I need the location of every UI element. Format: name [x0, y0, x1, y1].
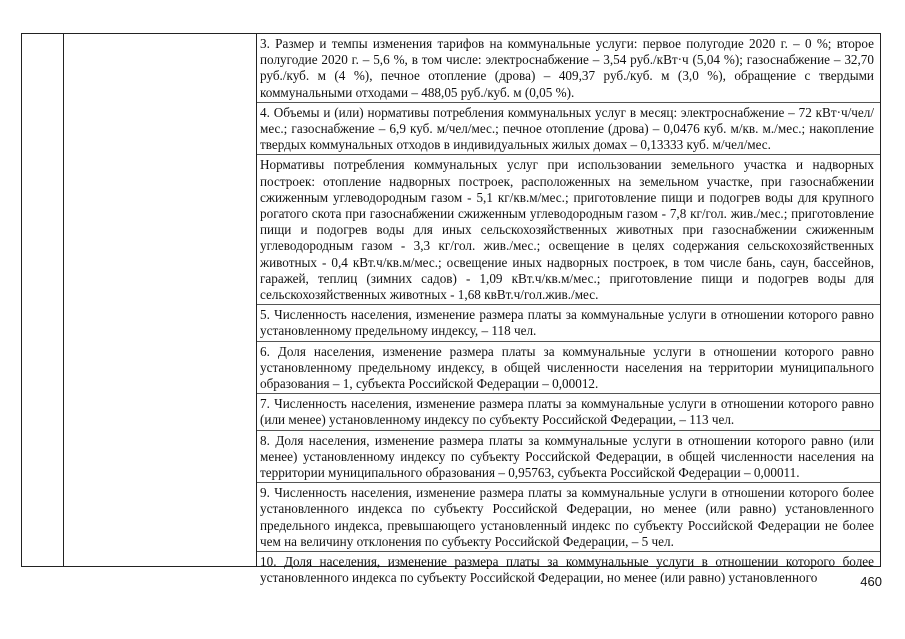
table-column-name: [63, 34, 257, 566]
table-column-number: [22, 34, 64, 566]
paragraph-share-above-index: 10. Доля населения, изменение размера платы за коммунальные услуги в отношении которого более установленного индекса по субъекту Российской Федерации, но менее (или равно) установленного: [260, 554, 874, 586]
paragraph-share-limit-index: 6. Доля населения, изменение размера платы за коммунальные услуги в отношении которого равно установленному предельному индексу, в общей численности населения на территории муниципального образования – 1, субъекта Российской Федерации – 0,00012.: [257, 342, 880, 395]
paragraph-tariffs: 3. Размер и темпы изменения тарифов на коммунальные услуги: первое полугодие 2020 г. – 0 %; второе полугодие 2020 г. – 5,6 %, в том числе: электроснабжение – 3,54 руб./кВт·ч (5,04 %); газоснабжение – 32,70 руб./куб. м (4 %), печное отопление (дрова) – 409,37 руб./куб. м (3,0 %), обращение с твердыми коммунальными отходами – 488,05 руб./куб. м (0,05 %).: [257, 34, 880, 103]
paragraph-consumption-volumes: 4. Объемы и (или) нормативы потребления коммунальных услуг в месяц: электроснабжение – 72 кВт·ч/чел/мес.; газоснабжение – 6,9 куб. м/чел/мес.; печное отопление (дрова) – 0,0476 куб. м/кв. м./мес.; накопление твердых коммунальных отходов в индивидуальных жилых домах – 0,13333 куб. м/чел/мес.: [257, 103, 880, 156]
paragraph-population-limit-index: 5. Численность населения, изменение размера платы за коммунальные услуги в отношении которого равно установленному предельному индексу, – 118 чел.: [257, 305, 880, 341]
paragraph-population-regional-index: 7. Численность населения, изменение размера платы за коммунальные услуги в отношении которого равно (или менее) установленному индексу по субъекту Российской Федерации, – 113 чел.: [257, 394, 880, 430]
paragraph-consumption-norms: Нормативы потребления коммунальных услуг при использовании земельного участка и надворных построек: отопление надворных построек, расположенных на земельном участке, при газоснабжении сжиженным углеводородным газом - 5,1 кг/кв.м/мес.; приготовление пищи и подогрев воды для крупного рогатого скота при газоснабжении сжиженным углеводородным газом - 7,8 кг/гол. жив./мес.; приготовление пищи и подогрев воды для иных сельскохозяйственных животных при газоснабжении сжиженным углеводородным газом - 3,3 кг/гол. жив./мес.; освещение в целях содержания сельскохозяйственных животных - 0,4 кВт.ч/кв.м/мес.; освещение иных надворных построек, в том числе бань, саун, бассейнов, гаражей, теплиц (зимних садов) - 1,09 кВт.ч/кв.м/мес.; приготовление пищи и подогрев воды для сельскохозяйственных животных - 1,68 квВт.ч/гол.жив./мес.: [257, 155, 880, 305]
page-number: 460: [860, 574, 882, 589]
paragraph-population-above-index: 9. Численность населения, изменение размера платы за коммунальные услуги в отношении которого более установленного индекса по субъекту Российской Федерации, но менее (или равно) установленного предельного индекса, превышающего установленный индекс по субъекту Российской Федерации не более чем на величину отклонения по субъекту Российской Федерации, – 5 чел.: [257, 483, 880, 552]
paragraph-share-regional-index: 8. Доля населения, изменение размера платы за коммунальные услуги в отношении которого равно (или менее) установленному индексу по субъекту Российской Федерации, в общей численности населения на территории муниципального образования – 0,95763, субъекта Российской Федерации – 0,00011.: [257, 431, 880, 484]
